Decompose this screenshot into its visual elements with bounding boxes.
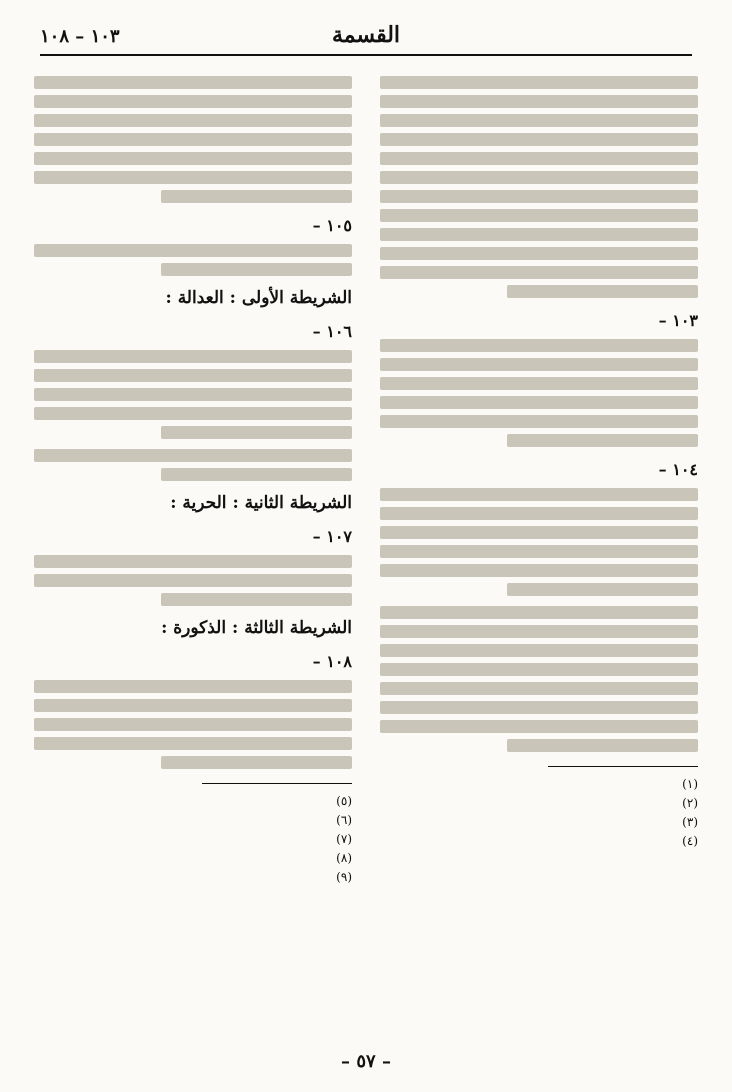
footnote: (٨) <box>336 851 352 865</box>
header-rule <box>40 54 692 56</box>
footnote: (٥) <box>336 794 352 808</box>
page-header <box>40 18 692 56</box>
section-103 <box>380 308 698 447</box>
footnote: (٩) <box>336 870 352 884</box>
section-106 <box>34 319 352 439</box>
section-heading: الشريطة الثالثة : الذكورة : <box>161 618 352 638</box>
section-104 <box>380 457 698 596</box>
section-107 <box>34 524 352 606</box>
section-heading: الشريطة الثانية : الحرية : <box>170 493 352 513</box>
footnote: (٤) <box>682 834 698 848</box>
body-paragraph <box>34 76 352 203</box>
footnote: (٦) <box>336 813 352 827</box>
section-number: ١٠٧ – <box>312 527 352 546</box>
footnote: (٣) <box>682 815 698 829</box>
page-number: – ٥٧ – <box>341 1051 391 1072</box>
section-number: ١٠٦ – <box>312 322 352 341</box>
footnote: (٧) <box>336 832 352 846</box>
section-105 <box>34 213 352 276</box>
footnote: (٢) <box>682 796 698 810</box>
section-number: ١٠٣ – <box>658 311 698 330</box>
section-range: ١٠٣ – ١٠٨ <box>40 26 120 47</box>
body-paragraph <box>380 76 698 298</box>
section-number: ١٠٨ – <box>312 652 352 671</box>
chapter-title: القسمة <box>331 22 401 48</box>
section-number: ١٠٥ – <box>312 216 352 235</box>
footnote: (١) <box>682 777 698 791</box>
body-paragraph <box>34 449 352 481</box>
right-column <box>380 70 698 851</box>
section-108 <box>34 649 352 769</box>
left-column <box>34 70 352 887</box>
footnote-rule <box>202 783 352 784</box>
section-number: ١٠٤ – <box>658 460 698 479</box>
footnote-rule <box>548 766 698 767</box>
body-paragraph <box>380 606 698 752</box>
section-heading: الشريطة الأولى : العدالة : <box>165 288 352 308</box>
